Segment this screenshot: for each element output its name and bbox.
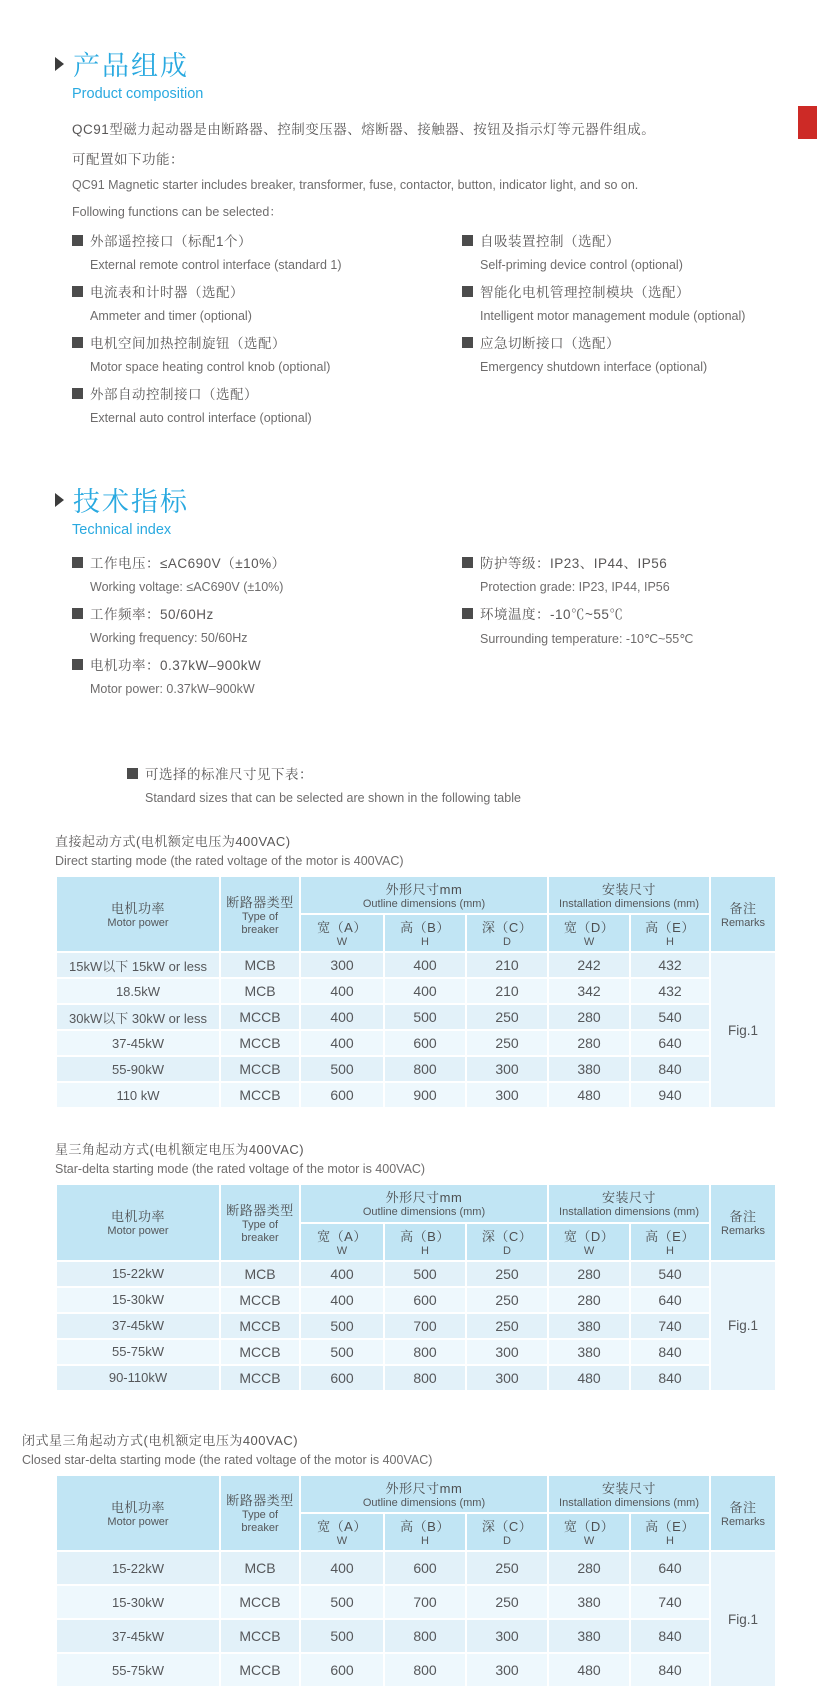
- tech-item: [462, 552, 775, 594]
- tech-spec-list: [72, 552, 775, 705]
- tech-en: Working voltage: ≤AC690V (±10%): [90, 580, 284, 594]
- feature-column-right: [462, 230, 775, 434]
- tech-zh: 工作电压：≤AC690V（±10%）: [90, 556, 286, 571]
- table-row: [56, 1056, 776, 1082]
- col-header-breaker: 断路器类型 Type of breaker: [220, 1184, 300, 1260]
- cell-c: 300: [466, 1653, 548, 1687]
- table-row: [56, 1653, 776, 1687]
- feature-item: [72, 383, 462, 425]
- bullet-square-icon: [72, 286, 83, 297]
- table-caption-zh: 闭式星三角起动方式(电机额定电压为400VAC): [22, 1432, 299, 1448]
- table-row: [56, 978, 776, 1004]
- intro-text: [72, 118, 775, 220]
- cell-c: 250: [466, 1313, 548, 1339]
- col-header-breaker: 断路器类型 Type of breaker: [220, 1475, 300, 1551]
- bullet-square-icon: [462, 337, 473, 348]
- section-title-zh: 产品组成: [73, 51, 189, 81]
- cell-c: 210: [466, 978, 548, 1004]
- col-header-install: 安装尺寸 Installation dimensions (mm): [548, 876, 710, 914]
- col-header-outline: 外形尺寸mm Outline dimensions (mm): [300, 1475, 548, 1513]
- feature-zh: 外部遥控接口（标配1个）: [90, 234, 253, 249]
- cell-d: 280: [548, 1551, 630, 1585]
- dimensions-table-closed-star-delta: [55, 1474, 777, 1688]
- table-row: [56, 952, 776, 978]
- table-row: [56, 1619, 776, 1653]
- cell-breaker: MCCB: [220, 1082, 300, 1108]
- col-header-width-a: 宽（A） W: [300, 914, 384, 952]
- cell-c: 300: [466, 1619, 548, 1653]
- cell-power: 55-90kW: [56, 1056, 220, 1082]
- tech-zh: 工作频率：50/60Hz: [90, 607, 214, 622]
- cell-e: 640: [630, 1551, 710, 1585]
- bullet-square-icon: [72, 659, 83, 670]
- col-header-height-b: 高（B） H: [384, 914, 466, 952]
- cell-c: 300: [466, 1082, 548, 1108]
- table-row: [56, 1339, 776, 1365]
- table-block-direct-starting: [55, 831, 775, 1109]
- cell-d: 280: [548, 1287, 630, 1313]
- cell-a: 400: [300, 1551, 384, 1585]
- tech-item: [72, 552, 462, 594]
- bullet-square-icon: [72, 337, 83, 348]
- cell-b: 800: [384, 1653, 466, 1687]
- triangle-bullet-icon: [55, 57, 64, 71]
- col-header-height-e: 高（E） H: [630, 1223, 710, 1261]
- col-header-width-d: 宽（D） W: [548, 1513, 630, 1551]
- col-header-width-a: 宽（A） W: [300, 1223, 384, 1261]
- table-caption-zh: 星三角起动方式(电机额定电压为400VAC): [55, 1142, 305, 1158]
- bullet-square-icon: [462, 608, 473, 619]
- cell-e: 432: [630, 978, 710, 1004]
- feature-en: External auto control interface (optional): [90, 411, 312, 425]
- feature-en: Intelligent motor management module (optional): [480, 309, 746, 323]
- intro-en-2: Following functions can be selected：: [72, 205, 282, 219]
- cell-breaker: MCCB: [220, 1004, 300, 1030]
- sizes-note: [127, 763, 775, 805]
- table-caption-zh: 直接起动方式(电机额定电压为400VAC): [55, 834, 291, 849]
- cell-breaker: MCCB: [220, 1365, 300, 1391]
- feature-item: [72, 230, 462, 272]
- feature-item: [72, 281, 462, 323]
- cell-d: 280: [548, 1030, 630, 1056]
- cell-d: 280: [548, 1004, 630, 1030]
- tech-zh: 环境温度：-10℃~55℃: [480, 607, 624, 622]
- cell-breaker: MCCB: [220, 1619, 300, 1653]
- section-title-en: Product composition: [72, 86, 204, 102]
- cell-b: 400: [384, 978, 466, 1004]
- dimensions-table-direct: [55, 875, 777, 1109]
- col-header-remarks: 备注 Remarks: [710, 1475, 776, 1551]
- cell-power: 37-45kW: [56, 1313, 220, 1339]
- cell-b: 800: [384, 1365, 466, 1391]
- section-technical-index: [55, 480, 775, 705]
- cell-d: 380: [548, 1339, 630, 1365]
- table-caption-en: Star-delta starting mode (the rated voltage of the motor is 400VAC): [55, 1162, 426, 1177]
- cell-power: 55-75kW: [56, 1653, 220, 1687]
- cell-power: 37-45kW: [56, 1030, 220, 1056]
- cell-e: 540: [630, 1261, 710, 1287]
- table-row: [56, 1261, 776, 1287]
- cell-remark: Fig.1: [710, 1261, 776, 1391]
- cell-d: 380: [548, 1313, 630, 1339]
- cell-remark: Fig.1: [710, 1551, 776, 1687]
- col-header-install: 安装尺寸 Installation dimensions (mm): [548, 1475, 710, 1513]
- cell-breaker: MCB: [220, 1551, 300, 1585]
- section-title-en: Technical index: [72, 522, 172, 538]
- cell-c: 300: [466, 1339, 548, 1365]
- cell-b: 800: [384, 1056, 466, 1082]
- col-header-motor-power: 电机功率 Motor power: [56, 1184, 220, 1260]
- cell-a: 400: [300, 1287, 384, 1313]
- col-header-height-e: 高（E） H: [630, 914, 710, 952]
- cell-b: 900: [384, 1082, 466, 1108]
- col-header-outline: 外形尺寸mm Outline dimensions (mm): [300, 1184, 548, 1222]
- cell-d: 480: [548, 1365, 630, 1391]
- cell-breaker: MCCB: [220, 1339, 300, 1365]
- cell-a: 600: [300, 1082, 384, 1108]
- cell-c: 300: [466, 1365, 548, 1391]
- table-row: [56, 1365, 776, 1391]
- cell-a: 600: [300, 1653, 384, 1687]
- tech-en: Motor power: 0.37kW–900kW: [90, 682, 255, 696]
- cell-e: 840: [630, 1339, 710, 1365]
- col-header-height-e: 高（E） H: [630, 1513, 710, 1551]
- cell-b: 800: [384, 1339, 466, 1365]
- cell-breaker: MCB: [220, 952, 300, 978]
- col-header-install: 安装尺寸 Installation dimensions (mm): [548, 1184, 710, 1222]
- cell-e: 432: [630, 952, 710, 978]
- cell-a: 600: [300, 1365, 384, 1391]
- feature-zh: 电流表和计时器（选配）: [90, 285, 244, 300]
- feature-en: Motor space heating control knob (optional): [90, 360, 331, 374]
- table-row: [56, 1030, 776, 1056]
- col-header-breaker: 断路器类型 Type of breaker: [220, 876, 300, 952]
- cell-breaker: MCB: [220, 1261, 300, 1287]
- tech-en: Protection grade: IP23, IP44, IP56: [480, 580, 670, 594]
- col-header-height-b: 高（B） H: [384, 1513, 466, 1551]
- cell-e: 740: [630, 1585, 710, 1619]
- cell-e: 840: [630, 1365, 710, 1391]
- cell-b: 800: [384, 1619, 466, 1653]
- red-marker: [798, 106, 817, 139]
- cell-a: 400: [300, 1030, 384, 1056]
- table-caption: [55, 831, 775, 868]
- cell-b: 400: [384, 952, 466, 978]
- cell-d: 480: [548, 1082, 630, 1108]
- table-caption: [55, 1139, 775, 1176]
- cell-power: 15-30kW: [56, 1585, 220, 1619]
- table-row: [56, 1004, 776, 1030]
- table-row: [56, 1082, 776, 1108]
- cell-power: 55-75kW: [56, 1339, 220, 1365]
- tech-zh: 防护等级：IP23、IP44、IP56: [480, 556, 668, 571]
- cell-power: 15kW以下 15kW or less: [56, 952, 220, 978]
- bullet-square-icon: [462, 286, 473, 297]
- tech-item: [462, 603, 775, 646]
- cell-a: 500: [300, 1619, 384, 1653]
- bullet-square-icon: [72, 557, 83, 568]
- col-header-width-d: 宽（D） W: [548, 1223, 630, 1261]
- cell-d: 342: [548, 978, 630, 1004]
- cell-e: 740: [630, 1313, 710, 1339]
- col-header-motor-power: 电机功率 Motor power: [56, 1475, 220, 1551]
- cell-d: 242: [548, 952, 630, 978]
- intro-zh-2: 可配置如下功能：: [72, 152, 184, 167]
- col-header-outline: 外形尺寸mm Outline dimensions (mm): [300, 876, 548, 914]
- feature-en: External remote control interface (standard 1): [90, 258, 342, 272]
- cell-c: 300: [466, 1056, 548, 1082]
- sizes-note-en: Standard sizes that can be selected are shown in the following table: [145, 791, 521, 805]
- cell-e: 840: [630, 1653, 710, 1687]
- cell-a: 400: [300, 978, 384, 1004]
- col-header-remarks: 备注 Remarks: [710, 876, 776, 952]
- col-header-width-d: 宽（D） W: [548, 914, 630, 952]
- bullet-square-icon: [462, 557, 473, 568]
- feature-item: [72, 332, 462, 374]
- cell-power: 90-110kW: [56, 1365, 220, 1391]
- bullet-square-icon: [72, 388, 83, 399]
- cell-c: 250: [466, 1551, 548, 1585]
- col-header-motor-power: 电机功率 Motor power: [56, 876, 220, 952]
- cell-b: 500: [384, 1004, 466, 1030]
- feature-en: Emergency shutdown interface (optional): [480, 360, 708, 374]
- cell-d: 380: [548, 1585, 630, 1619]
- feature-en: Ammeter and timer (optional): [90, 309, 252, 323]
- triangle-bullet-icon: [55, 493, 64, 507]
- cell-c: 250: [466, 1004, 548, 1030]
- cell-e: 840: [630, 1619, 710, 1653]
- feature-zh: 应急切断接口（选配）: [480, 336, 620, 351]
- cell-d: 380: [548, 1056, 630, 1082]
- section-header: [55, 44, 775, 83]
- cell-breaker: MCCB: [220, 1056, 300, 1082]
- feature-item: [462, 332, 775, 374]
- feature-item: [462, 281, 775, 323]
- cell-power: 18.5kW: [56, 978, 220, 1004]
- table-block-closed-star-delta: [22, 1430, 775, 1688]
- cell-e: 640: [630, 1030, 710, 1056]
- col-header-width-a: 宽（A） W: [300, 1513, 384, 1551]
- intro-en-1: QC91 Magnetic starter includes breaker, transformer, fuse, contactor, button, indicator light, and so on.: [72, 178, 639, 192]
- cell-d: 480: [548, 1653, 630, 1687]
- cell-power: 15-22kW: [56, 1261, 220, 1287]
- cell-d: 380: [548, 1619, 630, 1653]
- cell-b: 700: [384, 1313, 466, 1339]
- cell-c: 250: [466, 1585, 548, 1619]
- tech-column-right: [462, 552, 775, 705]
- cell-c: 250: [466, 1261, 548, 1287]
- tech-zh: 电机功率：0.37kW–900kW: [90, 658, 262, 673]
- col-header-depth-c: 深（C） D: [466, 914, 548, 952]
- col-header-remarks: 备注 Remarks: [710, 1184, 776, 1260]
- bullet-square-icon: [127, 768, 138, 779]
- cell-b: 600: [384, 1030, 466, 1056]
- col-header-depth-c: 深（C） D: [466, 1223, 548, 1261]
- cell-b: 600: [384, 1287, 466, 1313]
- cell-a: 300: [300, 952, 384, 978]
- cell-power: 110 kW: [56, 1082, 220, 1108]
- cell-power: 30kW以下 30kW or less: [56, 1004, 220, 1030]
- cell-power: 15-22kW: [56, 1551, 220, 1585]
- table-caption-en: Direct starting mode (the rated voltage of the motor is 400VAC): [55, 854, 404, 868]
- feature-zh: 电机空间加热控制旋钮（选配）: [90, 336, 286, 351]
- cell-b: 700: [384, 1585, 466, 1619]
- tech-column-left: [72, 552, 462, 705]
- feature-zh: 外部自动控制接口（选配）: [90, 387, 258, 402]
- bullet-square-icon: [72, 235, 83, 246]
- feature-zh: 自吸装置控制（选配）: [480, 234, 620, 249]
- tech-en: Working frequency: 50/60Hz: [90, 631, 248, 645]
- cell-a: 400: [300, 1261, 384, 1287]
- feature-zh: 智能化电机管理控制模块（选配）: [480, 285, 690, 300]
- col-header-depth-c: 深（C） D: [466, 1513, 548, 1551]
- feature-en: Self-priming device control (optional): [480, 258, 683, 272]
- table-caption: [22, 1430, 775, 1467]
- cell-e: 640: [630, 1287, 710, 1313]
- cell-power: 37-45kW: [56, 1619, 220, 1653]
- feature-column-left: [72, 230, 462, 434]
- cell-a: 500: [300, 1056, 384, 1082]
- cell-a: 500: [300, 1585, 384, 1619]
- table-block-star-delta: [55, 1139, 775, 1391]
- cell-power: 15-30kW: [56, 1287, 220, 1313]
- cell-a: 500: [300, 1313, 384, 1339]
- intro-zh-1: QC91型磁力起动器是由断路器、控制变压器、熔断器、接触器、按钮及指示灯等元器件组成。: [72, 122, 656, 137]
- table-row: [56, 1287, 776, 1313]
- dimensions-table-star-delta: [55, 1183, 777, 1391]
- cell-e: 540: [630, 1004, 710, 1030]
- section-title-zh: 技术指标: [73, 487, 189, 517]
- section-product-composition: [55, 44, 775, 434]
- cell-b: 600: [384, 1551, 466, 1585]
- cell-a: 400: [300, 1004, 384, 1030]
- sizes-note-zh: 可选择的标准尺寸见下表：: [145, 767, 313, 782]
- bullet-square-icon: [72, 608, 83, 619]
- cell-c: 250: [466, 1287, 548, 1313]
- cell-breaker: MCCB: [220, 1313, 300, 1339]
- bullet-square-icon: [462, 235, 473, 246]
- cell-c: 210: [466, 952, 548, 978]
- tech-item: [72, 654, 462, 696]
- feature-list: [72, 230, 775, 434]
- cell-breaker: MCCB: [220, 1030, 300, 1056]
- tech-item: [72, 603, 462, 645]
- col-header-height-b: 高（B） H: [384, 1223, 466, 1261]
- table-row: [56, 1585, 776, 1619]
- cell-a: 500: [300, 1339, 384, 1365]
- cell-d: 280: [548, 1261, 630, 1287]
- tech-en: Surrounding temperature: -10℃~55℃: [480, 632, 694, 646]
- cell-e: 940: [630, 1082, 710, 1108]
- feature-item: [462, 230, 775, 272]
- table-row: [56, 1313, 776, 1339]
- table-row: [56, 1551, 776, 1585]
- cell-breaker: MCB: [220, 978, 300, 1004]
- section-header: [55, 480, 775, 519]
- cell-remark: Fig.1: [710, 952, 776, 1108]
- cell-breaker: MCCB: [220, 1653, 300, 1687]
- cell-breaker: MCCB: [220, 1287, 300, 1313]
- cell-c: 250: [466, 1030, 548, 1056]
- table-caption-en: Closed star-delta starting mode (the rated voltage of the motor is 400VAC): [22, 1452, 433, 1467]
- cell-e: 840: [630, 1056, 710, 1082]
- cell-breaker: MCCB: [220, 1585, 300, 1619]
- cell-b: 500: [384, 1261, 466, 1287]
